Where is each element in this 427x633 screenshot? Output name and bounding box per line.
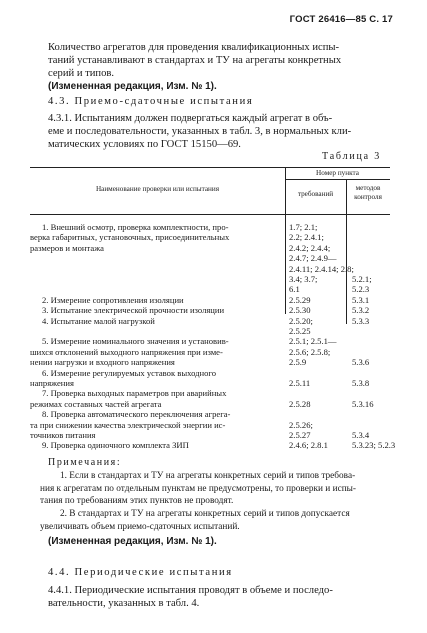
text-line: 2. В стандартах и ТУ на агрегаты конкретных серий и типов допускается — [60, 509, 350, 519]
cell-control-methods: 5.3.23; 5.2.3 — [352, 440, 396, 451]
table-row — [0, 347, 427, 357]
cell-test-name: та при снижении качества электрической энергии ис- — [30, 419, 226, 430]
cell-test-name: точников питания — [30, 430, 96, 440]
paragraph-4-3-1 — [48, 112, 390, 151]
table-row — [0, 399, 427, 409]
table-row — [0, 222, 427, 232]
table-header-requirements: требований — [297, 190, 334, 198]
section-heading-4-4: 4.4. Периодические испытания — [48, 567, 233, 578]
table-header-group: Номер пункта — [316, 169, 359, 177]
cell-control-methods: 5.3.2 — [352, 305, 370, 316]
table-row — [0, 430, 427, 440]
text-line: 4.4.1. Периодические испытания проводят в объеме и последо- — [48, 585, 333, 596]
page-header: ГОСТ 26416—85 С. 17 — [289, 14, 393, 25]
amendment-note: (Измененная редакция, Изм. № 1). — [48, 536, 217, 547]
table-row — [0, 295, 427, 305]
table-row — [0, 409, 427, 419]
cell-requirements: 2.5.26; — [289, 419, 313, 430]
cell-requirements: 2.5.29 — [289, 294, 311, 305]
table-row — [0, 253, 427, 263]
cell-requirements: 6.1 — [289, 284, 300, 295]
cell-requirements: 2.5.28 — [289, 398, 311, 409]
cell-test-name: 5. Измерение номинального значения и установив- — [42, 336, 229, 347]
text-line: еме и последовательности, указанных в табл. 3, в нормальных кли- — [48, 126, 352, 137]
table-header-methods — [346, 184, 390, 202]
table-row — [0, 326, 427, 336]
cell-requirements: 2.4.7; 2.4.9— — [289, 253, 337, 264]
cell-control-methods: 5.3.16 — [352, 398, 374, 409]
cell-requirements: 2.5.1; 2.5.1— — [289, 336, 337, 347]
text-line: 1. Если в стандартах и ТУ на агрегаты конкретных серий и типов требова- — [60, 471, 356, 481]
amendment-note: (Измененная редакция, Изм. № 1). — [48, 81, 217, 92]
table-top-rule — [30, 167, 390, 168]
cell-test-name: размеров и монтажа — [30, 242, 104, 253]
table-row — [0, 264, 427, 274]
cell-test-name: нении нагрузки и входного напряжения — [30, 357, 175, 368]
table-row — [0, 357, 427, 367]
text-line: Количество агрегатов для проведения квалификационных испы- — [48, 42, 340, 53]
cell-control-methods: 5.3.3 — [352, 315, 370, 326]
cell-test-name: 6. Измерение регулируемых уставок выходного — [42, 367, 217, 378]
cell-test-name: шихся отклонений выходного напряжения при изме- — [30, 346, 223, 357]
text-line: матических условиях по ГОСТ 15150—69. — [48, 139, 241, 150]
text-line: вательности, указанных в табл. 4. — [48, 598, 200, 609]
note-1 — [40, 470, 392, 508]
table-row — [0, 336, 427, 346]
header-line: контроля — [354, 193, 382, 201]
table-row — [0, 388, 427, 398]
note-2 — [40, 508, 392, 533]
table-row — [0, 305, 427, 315]
cell-control-methods: 5.3.8 — [352, 378, 370, 388]
paragraph-4-4-1 — [48, 584, 390, 610]
table-row — [0, 243, 427, 253]
header-line: методов — [355, 184, 381, 192]
cell-requirements: 2.5.6; 2.5.8; — [289, 346, 331, 357]
table-subheader-rule — [285, 179, 390, 180]
cell-requirements: 2.5.30 — [289, 305, 311, 316]
table-row — [0, 440, 427, 450]
cell-test-name: режимах составных частей агрегата — [30, 398, 162, 409]
cell-test-name: верка габаритных, установочных, присоединительных — [30, 232, 230, 243]
cell-requirements: 1.7; 2.1; — [289, 222, 318, 232]
cell-test-name: 8. Проверка автоматического переключения агрега- — [42, 409, 231, 420]
cell-test-name: 3. Испытание электрической прочности изоляции — [42, 305, 225, 316]
cell-requirements: 2.5.20; — [289, 315, 313, 326]
cell-requirements: 2.4.2; 2.4.4; — [289, 242, 331, 253]
cell-test-name: 9. Проверка одиночного комплекта ЗИП — [42, 440, 189, 451]
table-row — [0, 274, 427, 284]
cell-control-methods: 5.2.1; — [352, 274, 372, 284]
cell-test-name: 1. Внешний осмотр, проверка комплектности, про- — [42, 222, 229, 232]
cell-requirements: 2.5.9 — [289, 357, 307, 368]
cell-requirements: 3.4; 3.7; — [289, 274, 318, 284]
cell-control-methods: 5.2.3 — [352, 284, 370, 295]
table-row — [0, 232, 427, 242]
text-line: таний устанавливают в стандартах и ТУ на агрегаты конкретных — [48, 55, 342, 66]
table-header-rule — [30, 214, 390, 215]
cell-requirements: 2.5.25 — [289, 326, 311, 336]
text-line: ния к агрегатам по отдельным пунктам не предусмотрены, то проверки и испы- — [40, 483, 357, 494]
cell-requirements: 2.4.11; 2.4.14; 2.8; — [289, 263, 354, 274]
table-caption: Таблица 3 — [322, 151, 381, 162]
top-paragraph — [48, 41, 390, 80]
table-row — [0, 378, 427, 388]
cell-requirements: 2.5.27 — [289, 430, 311, 440]
cell-control-methods: 5.3.4 — [352, 430, 370, 440]
text-line: увеличивать объем приемо-сдаточных испытаний. — [40, 521, 240, 532]
cell-test-name: 7. Проверка выходных параметров при аварийных — [42, 388, 227, 399]
cell-test-name: 2. Измерение сопротивления изоляции — [42, 294, 184, 305]
table-row — [0, 368, 427, 378]
cell-requirements: 2.4.6; 2.8.1 — [289, 440, 328, 451]
section-heading-4-3: 4.3. Приемо-сдаточные испытания — [48, 96, 254, 107]
text-line: тания по требованиям этих пунктов не проводят. — [40, 496, 234, 506]
cell-test-name: 4. Испытание малой нагрузкой — [42, 315, 155, 326]
cell-requirements: 2.2; 2.4.1; — [289, 232, 324, 243]
text-line: серий и типов. — [48, 68, 115, 79]
table-row — [0, 284, 427, 294]
table-row — [0, 420, 427, 430]
cell-control-methods: 5.3.1 — [352, 294, 370, 305]
text-line: 4.3.1. Испытаниям должен подвергаться каждый агрегат в объ- — [48, 113, 333, 124]
table-header-name: Наименование проверки или испытания — [95, 185, 220, 193]
cell-control-methods: 5.3.6 — [352, 357, 370, 368]
table-row — [0, 316, 427, 326]
cell-test-name: напряжения — [30, 378, 74, 388]
cell-requirements: 2.5.11 — [289, 378, 311, 388]
notes-title: Примечания: — [48, 457, 122, 468]
